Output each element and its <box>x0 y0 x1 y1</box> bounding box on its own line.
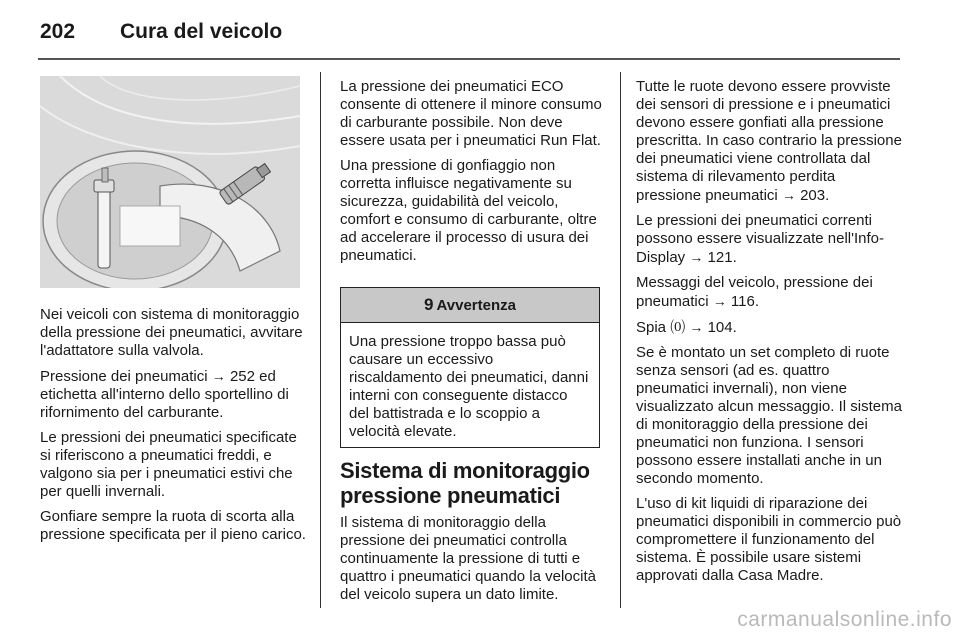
warning-box <box>340 287 600 448</box>
paragraph: Gonfiare sempre la ruota di scorta alla pressione specificata per il pieno carico. <box>40 508 306 543</box>
warning-text: Una pressione troppo bassa può causare un eccessivo riscaldamento dei pneumatici, danni interni con conseguente distacco del battistrada e lo scoppio a velocità elevate. <box>349 333 589 440</box>
arrow-ref-icon: → <box>712 293 727 309</box>
tire-pressure-warning-icon: ⒪ <box>670 319 686 336</box>
column-divider-1 <box>320 72 321 608</box>
paragraph: L'uso di kit liquidi di riparazione dei pneumatici disponibili in commercio può compromettere il funzionamento del sistema. È possibile usare sistemi approvati dalla Casa Madre. <box>636 495 902 584</box>
paragraph: Se è montato un set completo di ruote senza sensori (ad es. quattro pneumatici invernali), non viene visualizzato alcun messaggio. Il sistema di monitoraggio della pressione dei pneumatici non funziona. I sensori possono essere installati anche in un secondo momento. <box>636 344 902 487</box>
fuel-door-valve-illustration <box>40 76 300 288</box>
paragraph: Nei veicoli con sistema di monitoraggio della pressione dei pneumatici, avvitare l'adattatore sulla valvola. <box>40 306 303 359</box>
page-ref[interactable]: 203 <box>800 187 826 204</box>
paragraph: Spia ⒪ → 104. <box>636 319 737 336</box>
paragraph: La pressione dei pneumatici ECO consente di ottenere il minore consumo di carburante possibile. Non deve essere usata per i pneumatici Run Flat. <box>340 78 602 149</box>
page-ref[interactable]: 121 <box>707 249 733 266</box>
warning-title-text: Avvertenza <box>436 296 516 314</box>
column-2 <box>340 78 603 272</box>
column-1 <box>40 306 308 551</box>
paragraph: Messaggi del veicolo, pressione dei pneumatici → 116. <box>636 274 873 310</box>
arrow-ref-icon: → <box>689 249 704 265</box>
paragraph: Una pressione di gonfiaggio non corretta influisce negativamente su sicurezza, guidabilità del veicolo, comfort e consumo di carburante, oltre ad accelerare il processo di usura dei pneumatici. <box>340 157 597 264</box>
section-heading: Sistema di monitoraggio pressione pneumatici <box>340 458 590 508</box>
warning-icon: 9 <box>424 295 434 314</box>
arrow-ref-icon: → <box>689 319 704 335</box>
paragraph: Tutte le ruote devono essere provviste dei sensori di pressione e i pneumatici devono essere gonfiati alla pressione prescritta. In caso contrario la pressione dei pneumatici viene controllata dal sistema di rilevamento perdita pressione pneumatici → 203. <box>636 78 902 204</box>
tpms-section <box>340 458 608 604</box>
column-divider-2 <box>620 72 621 608</box>
page-header <box>38 18 900 60</box>
arrow-ref-icon: → <box>211 368 226 384</box>
arrow-ref-icon: → <box>781 187 796 203</box>
page-ref[interactable]: 116 <box>730 293 755 310</box>
paragraph: Il sistema di monitoraggio della pressione dei pneumatici controlla continuamente la pressione di tutti e quattro i pneumatici quando la velocità del veicolo supera un dato limite. <box>340 514 596 603</box>
paragraph: Pressione dei pneumatici → 252 ed etichetta all'interno dello sportellino di rifornimento del carburante. <box>40 368 289 421</box>
paragraph: Le pressioni dei pneumatici specificate si riferiscono a pneumatici freddi, e valgono sia per i pneumatici estivi che per quelli invernali. <box>40 429 297 500</box>
page-ref[interactable]: 104 <box>707 319 733 336</box>
watermark: carmanualsonline.info <box>737 608 952 631</box>
column-3 <box>636 78 904 592</box>
page-number: 202 <box>40 20 76 43</box>
warning-title <box>341 288 599 323</box>
page-ref[interactable]: 252 <box>229 368 255 385</box>
paragraph: Le pressioni dei pneumatici correnti possono essere visualizzate nell'Info-Display → 121. <box>636 212 884 266</box>
page-title: Cura del veicolo <box>120 20 283 43</box>
